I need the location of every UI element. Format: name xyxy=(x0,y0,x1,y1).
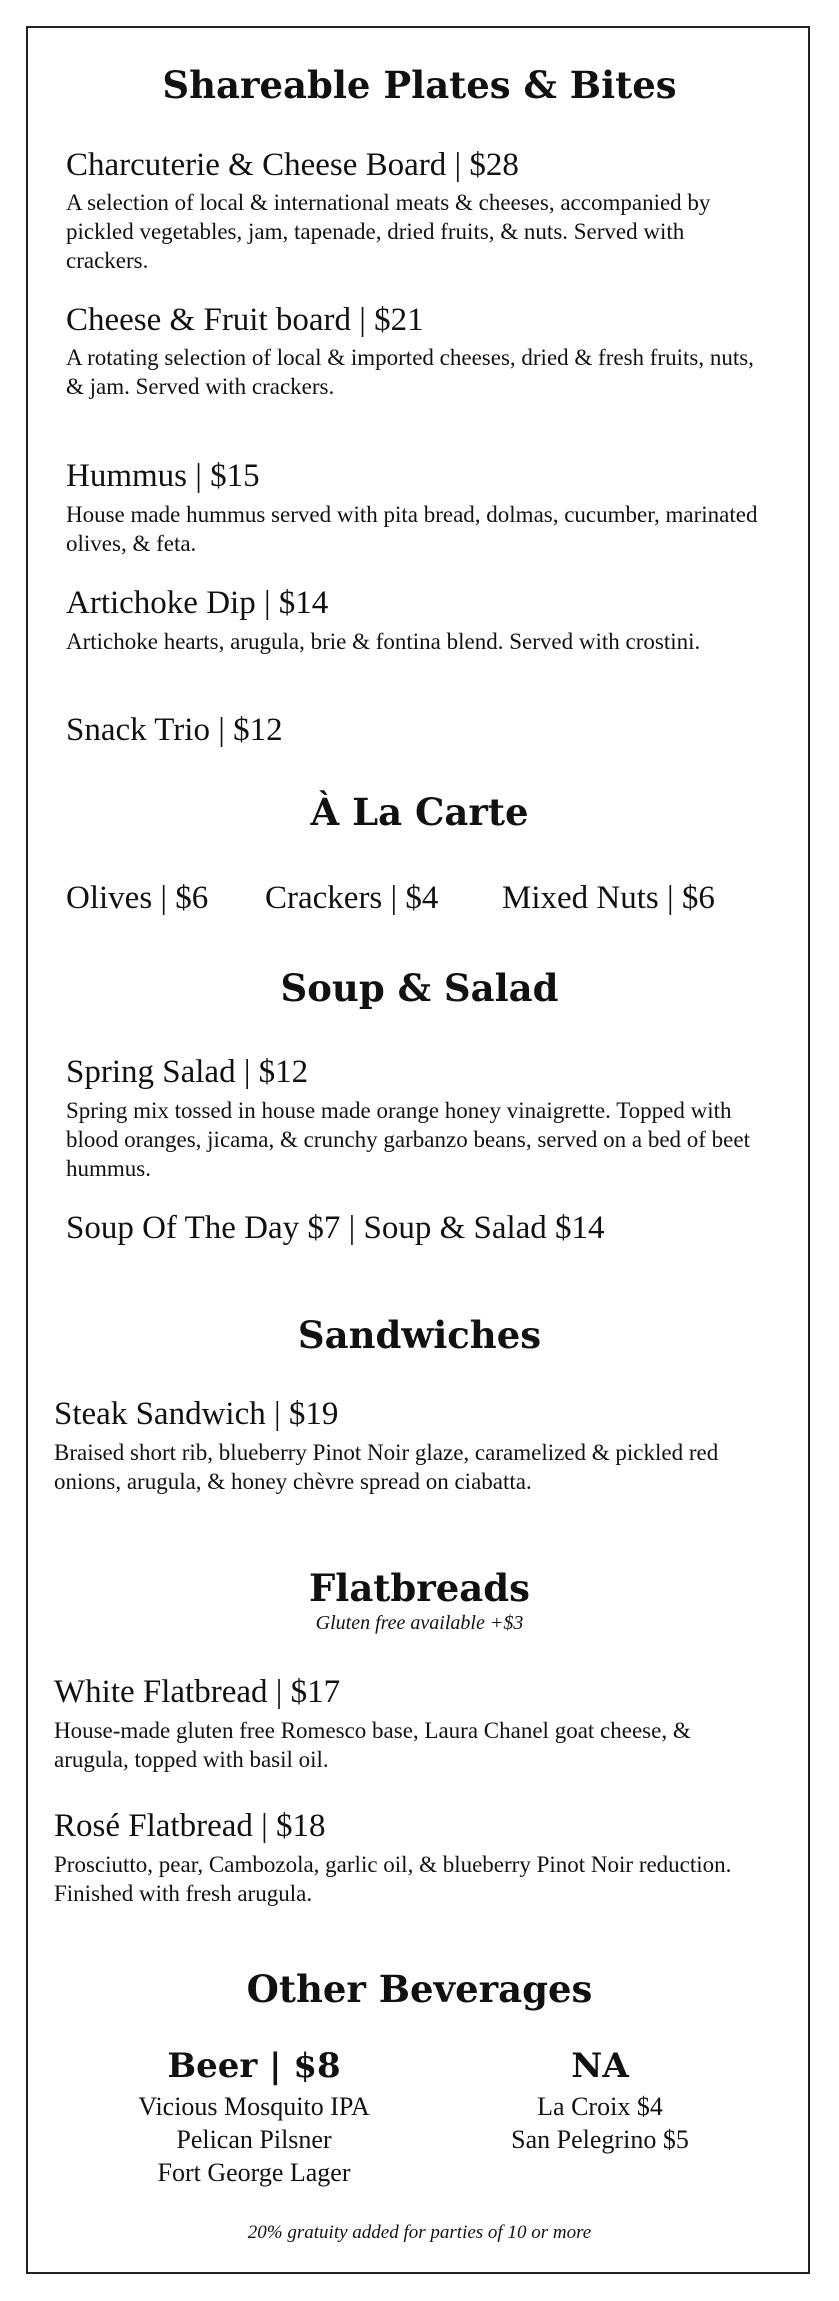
item-title-charcuterie: Charcuterie & Cheese Board | $28 xyxy=(66,147,519,183)
section-heading-soup-salad: Soup & Salad xyxy=(280,966,559,1010)
item-desc-cheese-fruit: A rotating selection of local & imported cheeses, dried & fresh fruits, nuts, & jam. Served with crackers. xyxy=(66,345,754,399)
item-title-steak-sandwich: Steak Sandwich | $19 xyxy=(54,1396,339,1432)
item-title-snack-trio: Snack Trio | $12 xyxy=(66,712,283,748)
beer-item: Vicious Mosquito IPA xyxy=(138,2092,370,2121)
item-title-artichoke-dip: Artichoke Dip | $14 xyxy=(66,585,329,621)
section-heading-sandwiches: Sandwiches xyxy=(297,1313,542,1357)
item-title-rose-flatbread: Rosé Flatbread | $18 xyxy=(54,1808,326,1844)
section-heading-flatbreads: Flatbreads xyxy=(309,1566,530,1610)
gratuity-note: 20% gratuity added for parties of 10 or more xyxy=(247,2222,592,2243)
na-item: La Croix $4 xyxy=(537,2092,663,2121)
na-item: San Pelegrino $5 xyxy=(511,2125,689,2154)
na-heading: NA xyxy=(571,2046,629,2086)
beer-heading: Beer | $8 xyxy=(167,2046,341,2086)
beer-item: Pelican Pilsner xyxy=(176,2125,332,2154)
beer-item: Fort George Lager xyxy=(157,2158,351,2187)
item-title-spring-salad: Spring Salad | $12 xyxy=(66,1054,309,1090)
beer-list xyxy=(104,2090,404,2189)
item-desc-rose-flatbread: Prosciutto, pear, Cambozola, garlic oil, & blueberry Pinot Noir reduction. Finished with fresh arugula. xyxy=(54,1852,732,1906)
item-desc-spring-salad: Spring mix tossed in house made orange honey vinaigrette. Topped with blood oranges, jicama, & crunchy garbanzo beans, served on a bed of beet hummus. xyxy=(66,1098,750,1181)
item-desc-steak-sandwich: Braised short rib, blueberry Pinot Noir glaze, caramelized & pickled red onions, arugula, & honey chèvre spread on ciabatta. xyxy=(54,1440,719,1494)
item-desc-hummus: House made hummus served with pita bread, dolmas, cucumber, marinated olives, & feta. xyxy=(66,502,758,556)
item-title-cheese-fruit: Cheese & Fruit board | $21 xyxy=(66,302,424,338)
item-title-white-flatbread: White Flatbread | $17 xyxy=(54,1674,341,1710)
item-desc-white-flatbread: House-made gluten free Romesco base, Laura Chanel goat cheese, & arugula, topped with basil oil. xyxy=(54,1718,691,1772)
item-desc-artichoke-dip: Artichoke hearts, arugula, brie & fontina blend. Served with crostini. xyxy=(66,629,701,654)
a-la-carte-olives: Olives | $6 xyxy=(66,880,209,916)
section-heading-other-beverages: Other Beverages xyxy=(246,1967,593,2011)
section-heading-a-la-carte: À La Carte xyxy=(310,790,529,834)
item-title-soup-of-the-day: Soup Of The Day $7 | Soup & Salad $14 xyxy=(66,1210,605,1246)
a-la-carte-crackers: Crackers | $4 xyxy=(265,880,439,916)
item-title-hummus: Hummus | $15 xyxy=(66,458,260,494)
section-heading-shareable: Shareable Plates & Bites xyxy=(162,63,677,107)
na-list xyxy=(450,2090,750,2156)
gluten-free-note: Gluten free available +$3 xyxy=(315,1612,524,1634)
item-desc-charcuterie: A selection of local & international meats & cheeses, accompanied by pickled vegetables, jam, tapenade, dried fruits, & nuts. Served with crackers. xyxy=(66,190,711,273)
a-la-carte-mixed-nuts: Mixed Nuts | $6 xyxy=(502,880,715,916)
